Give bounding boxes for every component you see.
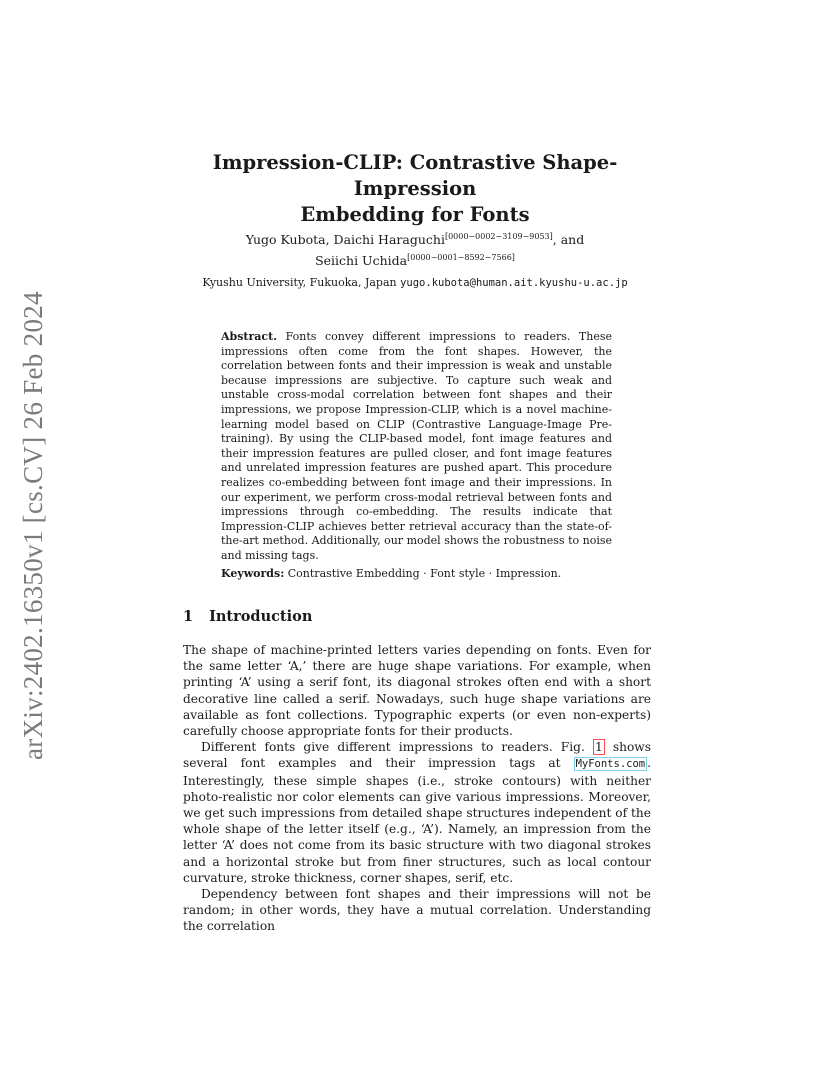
paragraph-3: Dependency between font shapes and their impressions will not be random; in other words, they have a mutual correlation. Understanding the correlation bbox=[183, 887, 651, 934]
keywords-text: Contrastive Embedding · Font style · Impression. bbox=[287, 567, 562, 580]
abstract bbox=[221, 330, 612, 564]
authors bbox=[160, 228, 670, 270]
paragraph-1: The shape of machine-printed letters varies depending on fonts. Even for the same letter ‘A,’ there are huge shape variations. For example, when printing ‘A’ using a serif font, its diagonal strokes often end with a short decorative line called a serif. Nowadays, such huge shape variations are available as font collections. Typographic experts (or even non-experts) carefully choose appropriate fonts for their products. bbox=[183, 643, 651, 739]
myfonts-link[interactable]: MyFonts.com bbox=[575, 758, 646, 771]
authors-separator: , and bbox=[552, 232, 585, 248]
affiliation bbox=[160, 276, 670, 289]
abstract-text: Fonts convey different impressions to readers. These impressions often come from the font shapes. However, the correlation between fonts and their impression is weak and unstable because impressions are subjective. To capture such weak and unstable cross-modal correlation between font shapes and their impressions, we propose Impression-CLIP, which is a novel machine-learning model based on CLIP (Contrastive Language-Image Pre-training). By using the CLIP-based model, font image features and their impression features are pulled closer, and font image features and unrelated impression features are pushed apart. This procedure realizes co-embedding between font image and their impressions. In our experiment, we perform cross-modal retrieval between fonts and impressions through co-embedding. The results indicate that Impression-CLIP achieves better retrieval accuracy than the state-of-the-art method. Additionally, our model shows the robustness to noise and missing tags. bbox=[221, 330, 612, 562]
section-number: 1 bbox=[183, 608, 194, 625]
author-email: yugo.kubota@human.ait.kyushu-u.ac.jp bbox=[400, 277, 628, 289]
section-title: Introduction bbox=[209, 608, 313, 625]
keywords-label: Keywords: bbox=[221, 567, 285, 580]
paragraph-2 bbox=[183, 739, 651, 886]
orcid-1: [0000−0002−3109−9053] bbox=[444, 232, 553, 241]
body-text bbox=[183, 642, 651, 935]
section-heading bbox=[183, 608, 312, 625]
abstract-label: Abstract. bbox=[221, 330, 278, 343]
orcid-2: [0000−0001−8592−7566] bbox=[407, 253, 515, 263]
title-line-1: Impression-CLIP: Contrastive Shape-Impression bbox=[212, 151, 618, 200]
affiliation-text: Kyushu University, Fukuoka, Japan bbox=[202, 276, 401, 289]
authors-line-1 bbox=[160, 228, 670, 249]
arxiv-stamp: arXiv:2402.16350v1 [cs.CV] 26 Feb 2024 bbox=[18, 291, 48, 760]
author-2: Seiichi Uchida bbox=[315, 253, 408, 269]
p2-text-c: . Interestingly, these simple shapes (i.e., stroke contours) with neither photo-realistic nor color elements can give various impressions. Moreover, we get such impressions from detailed shape structures independent of the whole shape of the letter itself (e.g., ‘A’). Namely, an impression from the letter ‘A’ does not come from its basic structure with two diagonal strokes and a horizontal stroke but from finer structures, such as local contour curvature, stroke thickness, corner shapes, serif, etc. bbox=[183, 756, 651, 885]
author-1: Yugo Kubota, Daichi Haraguchi bbox=[245, 232, 445, 248]
paper-title bbox=[160, 150, 670, 228]
p2-text-a: Different fonts give different impressions to readers. Fig. bbox=[201, 740, 593, 755]
title-line-2: Embedding for Fonts bbox=[300, 203, 530, 226]
keywords bbox=[221, 567, 612, 580]
p2-text-b: shows several font examples and their impression tags at bbox=[183, 740, 651, 771]
authors-line-2 bbox=[160, 249, 670, 270]
figure-1-ref-link[interactable]: 1 bbox=[594, 740, 603, 755]
